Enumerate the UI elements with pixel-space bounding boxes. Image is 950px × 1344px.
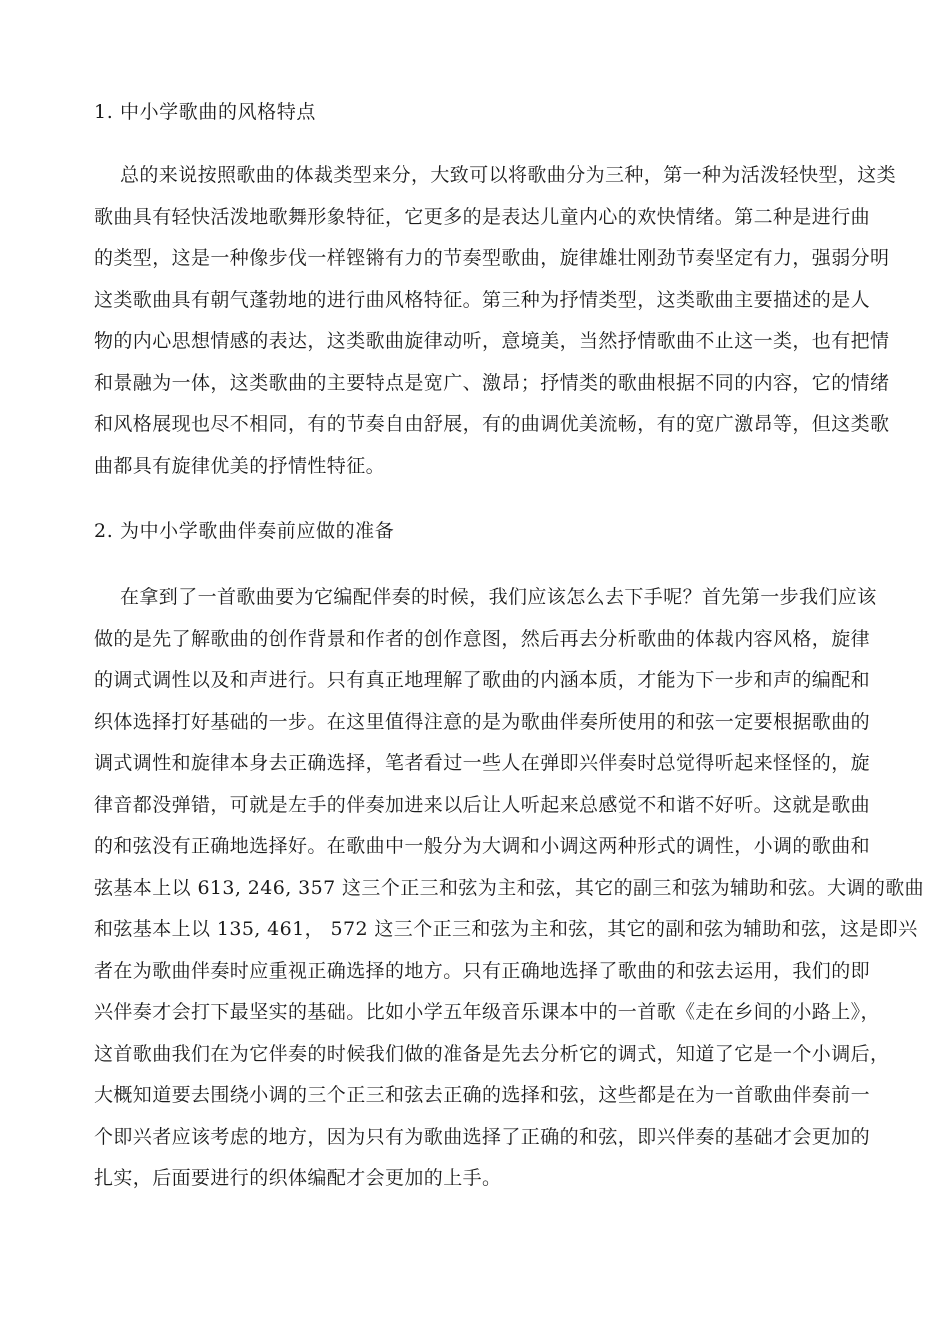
text-line: 和弦基本上以 135, 461， 572 这三个正三和弦为主和弦，其它的副和弦为辅助和弦，这是即兴 bbox=[94, 918, 918, 940]
section-heading: 2. 为中小学歌曲伴奏前应做的准备 bbox=[94, 520, 395, 542]
paragraph bbox=[94, 577, 925, 1200]
text-line: 总的来说按照歌曲的体裁类型来分，大致可以将歌曲分为三种，第一种为活泼轻快型，这类 bbox=[120, 164, 897, 186]
text-line: 物的内心思想情感的表达，这类歌曲旋律动听，意境美，当然抒情歌曲不止这一类，也有把情 bbox=[94, 330, 890, 352]
text-line: 的类型，这是一种像步伐一样铿锵有力的节奏型歌曲，旋律雄壮刚劲节奏坚定有力，强弱分明 bbox=[94, 247, 890, 269]
text-line: 弦基本上以 613, 246, 357 这三个正三和弦为主和弦，其它的副三和弦为辅助和弦。大调的歌曲 bbox=[94, 876, 925, 899]
text-line: 织体选择打好基础的一步。在这里值得注意的是为歌曲伴奏所使用的和弦一定要根据歌曲的 bbox=[94, 710, 871, 733]
text-line: 大概知道要去围绕小调的三个正三和弦去正确的选择和弦，这些都是在为一首歌曲伴奏前一 bbox=[94, 1084, 871, 1106]
text-line: 个即兴者应该考虑的地方，因为只有为歌曲选择了正确的和弦，即兴伴奏的基础才会更加的 bbox=[94, 1125, 871, 1148]
text-line: 兴伴奏才会打下最坚实的基础。比如小学五年级音乐课本中的一首歌《走在乡间的小路上》， bbox=[94, 1001, 880, 1023]
paragraph bbox=[94, 155, 897, 487]
text-line: 做的是先了解歌曲的创作背景和作者的创作意图，然后再去分析歌曲的体裁内容风格，旋律 bbox=[94, 627, 871, 650]
text-line: 的和弦没有正确地选择好。在歌曲中一般分为大调和小调这两种形式的调性，小调的歌曲和 bbox=[94, 835, 871, 857]
section-heading: 1. 中小学歌曲的风格特点 bbox=[94, 101, 316, 123]
text-line: 调式调性和旋律本身去正确选择，笔者看过一些人在弹即兴伴奏时总觉得听起来怪怪的，旋 bbox=[94, 752, 871, 774]
text-line: 和景融为一体，这类歌曲的主要特点是宽广、激昂；抒情类的歌曲根据不同的内容，它的情绪 bbox=[94, 371, 890, 394]
text-line: 和风格展现也尽不相同，有的节奏自由舒展，有的曲调优美流畅，有的宽广激昂等，但这类歌 bbox=[94, 413, 890, 435]
text-line: 歌曲具有轻快活泼地歌舞形象特征，它更多的是表达儿童内心的欢快情绪。第二种是进行曲 bbox=[94, 205, 871, 228]
text-line: 者在为歌曲伴奏时应重视正确选择的地方。只有正确地选择了歌曲的和弦去运用，我们的即 bbox=[94, 959, 871, 982]
text-line: 扎实，后面要进行的织体编配才会更加的上手。 bbox=[94, 1167, 502, 1189]
text-line: 的调式调性以及和声进行。只有真正地理解了歌曲的内涵本质，才能为下一步和声的编配和 bbox=[94, 669, 871, 691]
text-line: 曲都具有旋律优美的抒情性特征。 bbox=[94, 454, 386, 477]
text-line: 这类歌曲具有朝气蓬勃地的进行曲风格特征。第三种为抒情类型，这类歌曲主要描述的是人 bbox=[94, 288, 871, 311]
text-line: 律音都没弹错，可就是左手的伴奏加进来以后让人听起来总感觉不和谐不好听。这就是歌曲 bbox=[94, 793, 871, 816]
text-line: 这首歌曲我们在为它伴奏的时候我们做的准备是先去分析它的调式，知道了它是一个小调后， bbox=[94, 1042, 890, 1065]
text-line: 在拿到了一首歌曲要为它编配伴奏的时候，我们应该怎么去下手呢？首先第一步我们应该 bbox=[120, 586, 877, 608]
